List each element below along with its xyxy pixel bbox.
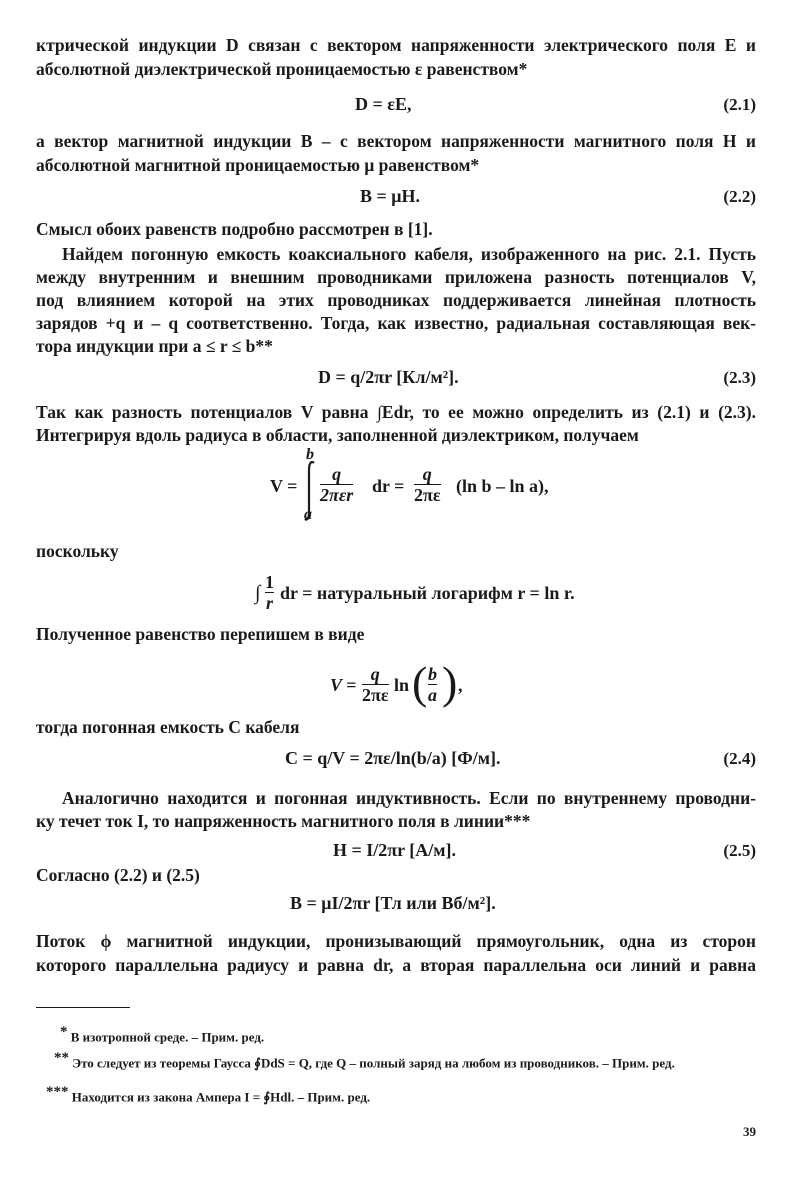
integral-lower-limit: a xyxy=(304,506,312,523)
para-3: Смысл обоих равенств подробно рассмотрен в [1]. xyxy=(36,219,433,239)
eqv-ln: ln xyxy=(394,675,410,695)
footnote-3-text: Находится из закона Ампера I = ∮Hdl. – Прим. ред. xyxy=(71,1089,371,1105)
eqv-fraction xyxy=(362,664,389,705)
eqv-end: , xyxy=(458,675,463,695)
eqv-right-paren: ) xyxy=(442,657,458,708)
equation-b: B = μI/2πr [Тл или Вб/м²]. xyxy=(290,893,496,913)
fraction-1-denominator: 2πεr xyxy=(320,485,354,505)
equation-number-2-1: (2.1) xyxy=(723,95,756,114)
para-1-line-2: абсолютной диэлектрической проницаемостью ε равенством* xyxy=(36,59,528,79)
equation-2-5: H = I/2πr [А/м]. xyxy=(333,840,457,860)
equation-number-2-2: (2.2) xyxy=(723,187,756,206)
para-2-line-2: абсолютной магнитной проницаемостью μ равенством* xyxy=(36,155,480,175)
integral-mid: dr = xyxy=(372,476,405,496)
footnote-3-mark: *** xyxy=(46,1084,69,1100)
fraction-1 xyxy=(320,464,353,505)
fraction-1-numerator: q xyxy=(332,464,342,484)
log-fraction-denominator: r xyxy=(265,593,273,613)
para-4-line-1: Найдем погонную емкость коаксиального кабеля, изображенного на рис. 2.1. Пусть xyxy=(62,244,756,264)
footnote-1-text: В изотропной среде. – Прим. ред. xyxy=(70,1029,265,1045)
equation-number-2-5: (2.5) xyxy=(723,841,756,860)
para-6-line-1: Аналогично находится и погонная индуктивность. Если по внутреннему проводни- xyxy=(62,788,756,808)
para-2-line-1: а вектор магнитной индукции B – с вектором напряженности магнитного поля H и xyxy=(36,131,756,151)
eqv-ratio-denominator: a xyxy=(428,685,437,705)
equation-2-3: D = q/2πr [Кл/м²]. xyxy=(318,367,459,387)
para-7-line-1: Поток ϕ магнитной индукции, пронизывающий прямоугольник, одна из сторон xyxy=(36,931,756,951)
according-text: Согласно (2.2) и (2.5) xyxy=(36,865,200,885)
log-integral-sign: ∫ xyxy=(255,582,261,604)
para-1-line-1: ктрической индукции D связан с вектором напряженности электрического поля E и xyxy=(36,35,756,55)
integral-equation xyxy=(270,448,550,528)
eqv-ratio xyxy=(428,664,437,705)
footnote-divider xyxy=(36,1007,130,1008)
footnote-2 xyxy=(54,1050,675,1071)
para-7-line-2: которого параллельна радиусу и равна dr, а вторая параллельна оси линий и равна xyxy=(36,955,756,975)
log-definition-equation xyxy=(255,572,575,616)
footnote-1 xyxy=(60,1024,264,1045)
eqv-fraction-numerator: q xyxy=(370,664,380,684)
equation-v xyxy=(330,657,490,712)
footnote-2-text: Это следует из теоремы Гаусса ∮DdS = Q, где Q – полный заряд на любом из проводников. – Прим. ред. xyxy=(72,1055,675,1071)
fraction-2-numerator: q xyxy=(422,464,432,484)
equation-number-2-3: (2.3) xyxy=(723,368,756,387)
para-5-line-1: Так как разность потенциалов V равна ∫Edr, то ее можно определить из (2.1) и (2.3). xyxy=(36,402,756,422)
fraction-2-denominator: 2πε xyxy=(414,485,441,505)
equation-2-4: C = q/V = 2πε/ln(b/a) [Ф/м]. xyxy=(285,748,501,768)
log-fraction-numerator: 1 xyxy=(265,572,274,592)
eqv-ratio-numerator: b xyxy=(428,664,437,684)
footnote-1-mark: * xyxy=(60,1024,68,1040)
integral-lhs: V = xyxy=(270,476,298,496)
equation-2-2: B = μH. xyxy=(360,186,420,206)
equation-number-2-4: (2.4) xyxy=(723,749,756,768)
since-word: поскольку xyxy=(36,541,119,561)
integral-upper-limit: b xyxy=(306,446,314,463)
fraction-2 xyxy=(414,464,441,505)
integral-rhs: (ln b – ln a), xyxy=(456,476,549,496)
eqv-left-paren: ( xyxy=(412,657,428,708)
para-4-line-3: под влиянием которой на этих проводниках поддерживается линейная плотность xyxy=(36,290,756,310)
then-text: тогда погонная емкость C кабеля xyxy=(36,717,300,737)
para-5-line-2: Интегрируя вдоль радиуса в области, заполненной диэлектриком, получаем xyxy=(36,425,639,445)
para-4-line-5: тора индукции при a ≤ r ≤ b** xyxy=(36,336,273,356)
footnote-2-mark: ** xyxy=(54,1050,69,1066)
equation-2-1: D = εE, xyxy=(355,94,412,114)
eqv-lhs: V = xyxy=(330,675,357,695)
log-fraction xyxy=(265,572,274,613)
para-4-line-2: между внутренним и внешним проводниками приложена разность потенциалов V, xyxy=(36,267,756,287)
page-number: 39 xyxy=(743,1124,756,1139)
para-6-line-2: ку течет ток I, то напряженность магнитного поля в линии*** xyxy=(36,811,531,831)
eqv-fraction-denominator: 2πε xyxy=(362,685,389,705)
para-4-line-4: зарядов +q и – q соответственно. Тогда, как известно, радиальная составляющая век- xyxy=(36,313,756,333)
rewrite-text: Полученное равенство перепишем в виде xyxy=(36,624,365,644)
footnote-3 xyxy=(46,1084,370,1105)
log-definition-rest: dr = натуральный логарифм r = ln r. xyxy=(280,583,575,603)
